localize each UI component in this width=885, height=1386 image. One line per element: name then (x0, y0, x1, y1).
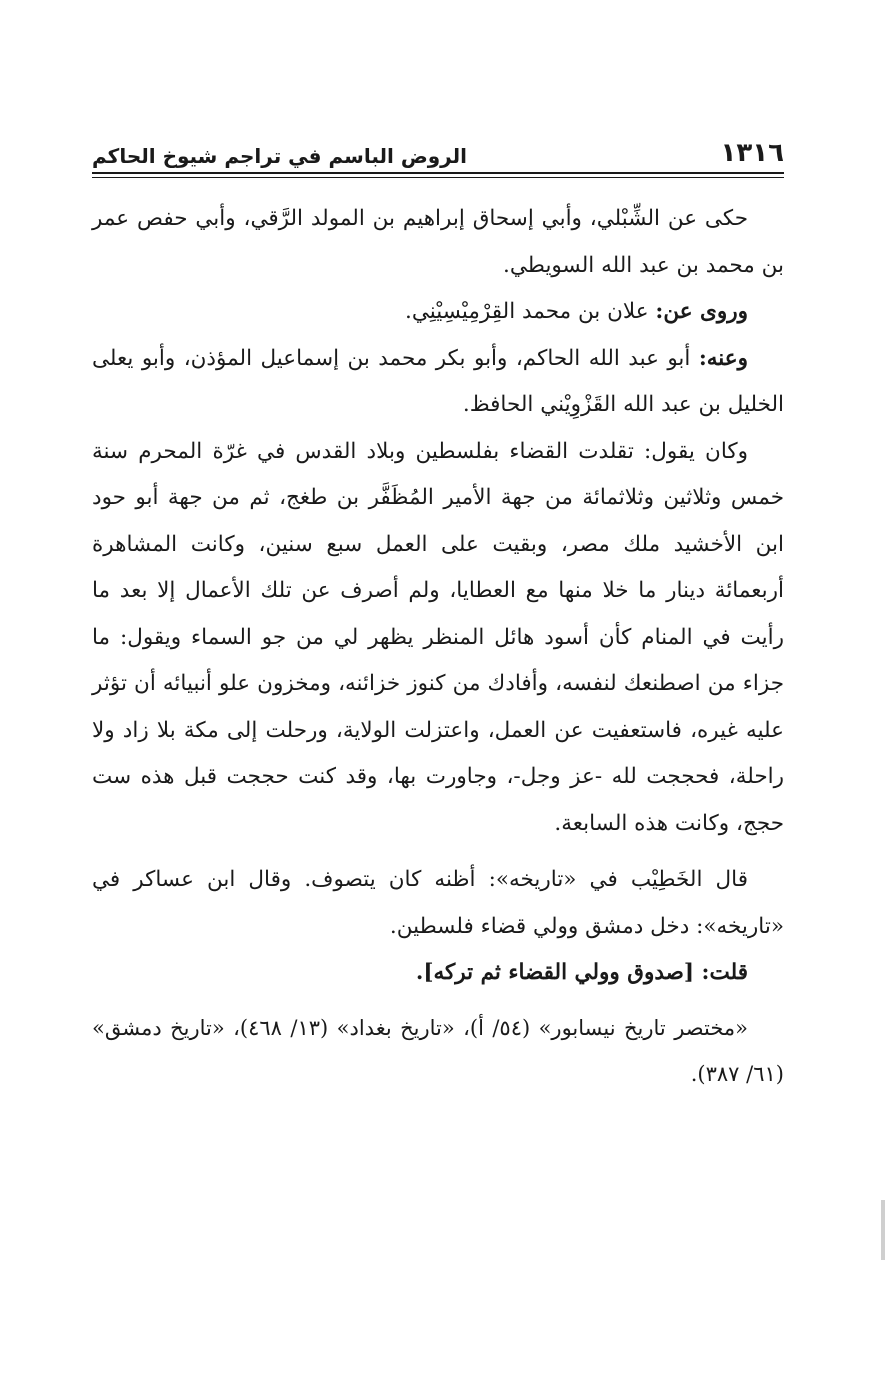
paragraph-biography: وكان يقول: تقلدت القضاء بفلسطين وبلاد القدس في غرّة المحرم سنة خمس وثلاثين وثلاثمائة من جهة الأمير المُظَفَّر بن طغج، ثم من جهة أبو حود ابن الأخشيد ملك مصر، وبقيت على العمل سبع سنين، وكانت المشاهرة أربعمائة دينار ما خلا منها مع العطايا، ولم أصرف عن تلك الأعمال إلا بعد ما رأيت في المنام كأن أسود هائل المنظر يظهر لي من جو السماء ويقول: ما جزاء من اصطنعك لنفسه، وأفادك من كنوز خزائنه، ومخزون علو أنبيائه أن تؤثر عليه غيره، فاستعفيت عن العمل، واعتزلت الولاية، ورحلت إلى مكة بلا زاد ولا راحلة، فحججت لله -عز وجل-، وجاورت بها، وقد كنت حججت قبل هذه ست حجج، وكانت هذه السابعة. (92, 438, 784, 836)
label-verdict: قلت: (701, 960, 748, 985)
label-narrated: وروى عن: (655, 299, 748, 324)
verdict-text: [صدوق وولي القضاء ثم تركه]. (415, 960, 702, 985)
paragraph-students (92, 336, 784, 429)
header-rule-thin (92, 177, 784, 178)
narrated-text: علان بن محمد القِرْمِيْسِيْنِي. (404, 299, 656, 324)
header-rule-thick (92, 172, 784, 174)
students-text: أبو عبد الله الحاكم، وأبو بكر محمد بن إسماعيل المؤذن، وأبو يعلى الخليل بن عبد الله القَزْوِيْني الحافظ. (92, 345, 784, 417)
label-students: وعنه: (698, 345, 748, 371)
paragraph-narrated-on-authority (92, 289, 784, 336)
paragraph-narrated-from: حكى عن الشِّبْلي، وأبي إسحاق إبراهيم بن المولد الرَّقي، وأبي حفص عمر بن محمد بن عبد الله السويطي. (92, 206, 784, 278)
page-number: ١٣١٦ (720, 138, 784, 168)
paragraph-khatib: قال الخَطِيْب في «تاريخه»: أظنه كان يتصوف. وقال ابن عساكر في «تاريخه»: دخل دمشق وولي قضاء فلسطين. (92, 867, 784, 939)
paragraph-verdict (92, 950, 784, 997)
references: «مختصر تاريخ نيسابور» (٥٤/ أ)، «تاريخ بغداد» (١٣/ ٤٦٨)، «تاريخ دمشق» (٦١/ ٣٨٧). (92, 1015, 784, 1086)
main-text (92, 196, 784, 1098)
running-title: الروض الباسم في تراجم شيوخ الحاكم (92, 144, 467, 168)
page-header (92, 128, 784, 168)
scan-edge-mark (881, 1200, 885, 1260)
